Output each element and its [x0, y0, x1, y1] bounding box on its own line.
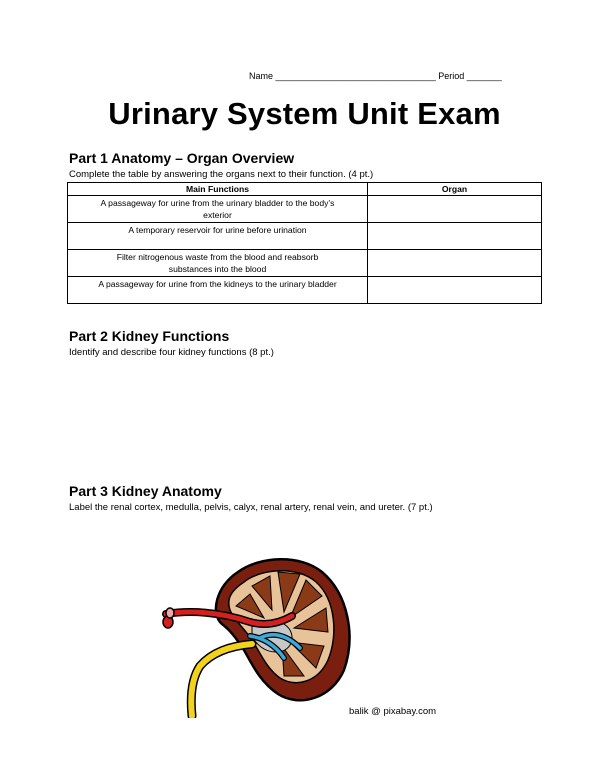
- table-header-row: [68, 183, 542, 196]
- organ-answer-cell[interactable]: [368, 277, 542, 304]
- name-label: Name: [249, 71, 274, 81]
- image-credit: balik @ pixabay.com: [349, 706, 437, 717]
- organ-answer-cell[interactable]: [368, 223, 542, 250]
- vein-opening: [166, 608, 174, 618]
- function-text-cont: exterior: [203, 210, 232, 220]
- part2-instructions: Identify and describe four kidney functions (8 pt.): [69, 347, 274, 358]
- function-cell: [68, 196, 368, 223]
- name-field[interactable]: ________________________________: [275, 71, 436, 81]
- kidney-diagram-image: [160, 552, 360, 718]
- organ-function-table: [67, 182, 542, 304]
- organ-answer-cell[interactable]: [368, 196, 542, 223]
- period-field[interactable]: _______: [466, 71, 502, 81]
- table-row: [68, 196, 542, 223]
- name-period-line: [249, 71, 502, 81]
- function-text: A passageway for urine from the urinary bladder to the body’s: [100, 198, 335, 208]
- function-cell: [68, 223, 368, 250]
- function-text: Filter nitrogenous waste from the blood and reabsorb: [116, 252, 319, 262]
- part3-instructions: Label the renal cortex, medulla, pelvis, calyx, renal artery, renal vein, and ureter. (7 pt.): [69, 502, 433, 513]
- period-label: Period: [438, 71, 465, 81]
- column-header-organ: Organ: [368, 183, 542, 196]
- ureter-shape: [191, 644, 252, 716]
- table-row: [68, 250, 542, 277]
- organ-answer-cell[interactable]: [368, 250, 542, 277]
- part1-instructions: Complete the table by answering the organs next to their function. (4 pt.): [69, 169, 374, 180]
- function-cell: [68, 277, 368, 304]
- column-header-functions: Main Functions: [68, 183, 368, 196]
- part3-heading: Part 3 Kidney Anatomy: [69, 483, 222, 499]
- function-cell: [68, 250, 368, 277]
- exam-title: Urinary System Unit Exam: [108, 96, 501, 131]
- part2-heading: Part 2 Kidney Functions: [69, 328, 230, 344]
- part1-heading: Part 1 Anatomy – Organ Overview: [69, 150, 295, 166]
- function-text: A passageway for urine from the kidneys to the urinary bladder: [98, 279, 337, 289]
- table-row: [68, 223, 542, 250]
- function-text: A temporary reservoir for urine before urination: [128, 225, 307, 235]
- table-row: [68, 277, 542, 304]
- function-text-cont: substances into the blood: [168, 264, 267, 274]
